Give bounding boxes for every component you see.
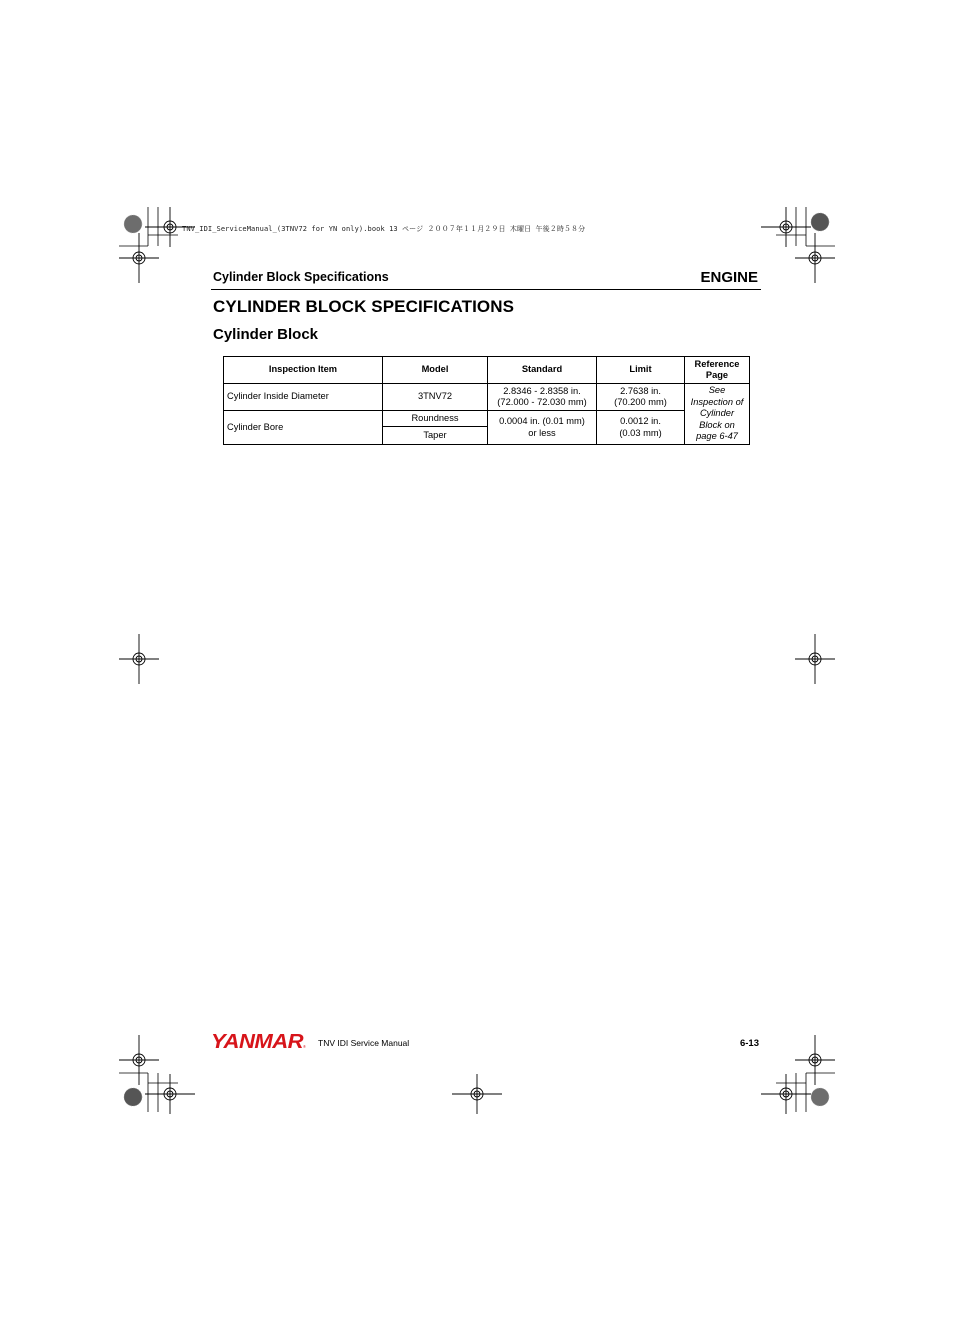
header-inspection-item: Inspection Item (224, 357, 383, 384)
table-header-row (224, 357, 750, 384)
header-rule (211, 289, 761, 290)
yanmar-logo (211, 1031, 307, 1051)
cell-limit: 2.7638 in. (70.200 mm) (597, 384, 685, 411)
footer-manual-title: TNV IDI Service Manual (318, 1038, 410, 1048)
page-title: CYLINDER BLOCK SPECIFICATIONS (213, 297, 515, 316)
cell-model: Taper (383, 427, 488, 445)
header-limit: Limit (597, 357, 685, 384)
registered-mark-icon: ® (303, 1044, 306, 1049)
cell-standard: 2.8346 - 2.8358 in. (72.000 - 72.030 mm) (488, 384, 597, 411)
registration-targets (119, 207, 835, 1114)
print-job-line: TNV_IDI_ServiceManual_(3TNV72 for YN only).book 13 ページ ２００７年１１月２９日 木曜日 午後２時５８分 (182, 225, 586, 233)
running-header-title: Cylinder Block Specifications (213, 270, 389, 284)
cell-model: 3TNV72 (383, 384, 488, 411)
header-model: Model (383, 357, 488, 384)
cell-item: Cylinder Bore (224, 411, 383, 445)
cell-standard: 0.0004 in. (0.01 mm) or less (488, 411, 597, 445)
subsection-title: Cylinder Block (213, 326, 319, 343)
header-reference-page: Reference Page (685, 357, 750, 384)
table-row (224, 384, 750, 411)
header-standard: Standard (488, 357, 597, 384)
cell-reference-page: See Inspection of Cylinder Block on page 6-47 (685, 384, 750, 445)
density-patches (124, 213, 829, 1106)
section-label: ENGINE (700, 269, 758, 286)
yanmar-logo-text: YANMAR (211, 1031, 305, 1051)
cell-item: Cylinder Inside Diameter (224, 384, 383, 411)
page-number: 6-13 (739, 1038, 759, 1049)
table-row (224, 411, 750, 427)
cylinder-block-spec-table (223, 356, 750, 445)
cell-model: Roundness (383, 411, 488, 427)
cell-limit: 0.0012 in. (0.03 mm) (597, 411, 685, 445)
